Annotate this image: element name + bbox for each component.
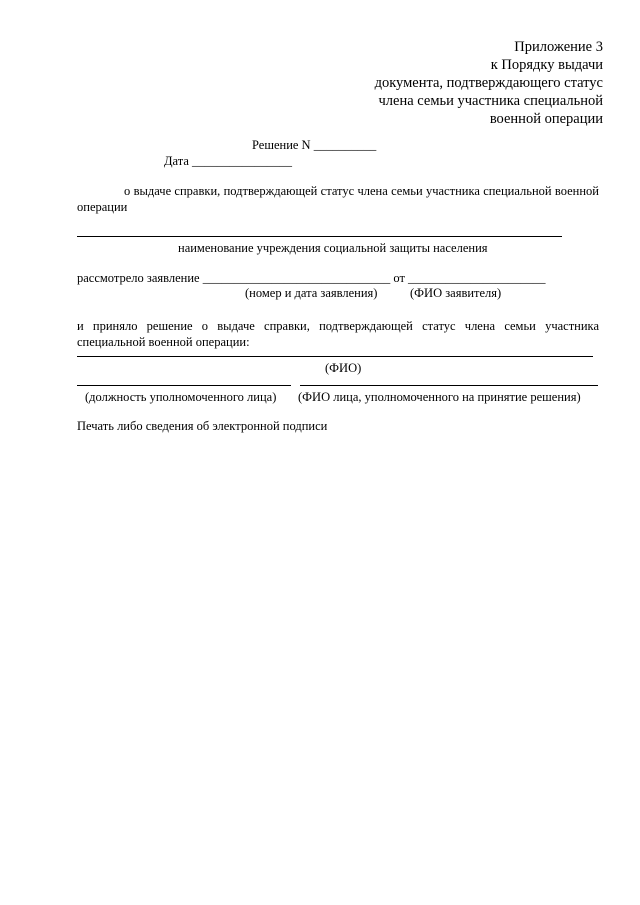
- acceptance-paragraph: [77, 318, 599, 350]
- decision-number-label: Решение N: [252, 138, 311, 152]
- appendix-line: документа, подтверждающего статус: [374, 75, 603, 91]
- appendix-line: военной операции: [489, 111, 603, 127]
- stamp-text: Печать либо сведения об электронной подписи: [77, 419, 328, 433]
- subject-text: о выдаче справки, подтверждающей статус члена семьи участника специальной военной операции: [77, 184, 599, 214]
- appendix-line: члена семьи участника специальной: [378, 93, 603, 109]
- institution-line: [77, 236, 562, 237]
- applicant-caption: (ФИО заявителя): [410, 286, 502, 300]
- fio-caption: (ФИО): [325, 361, 362, 375]
- subject-paragraph: [77, 183, 599, 215]
- review-from-label: от: [393, 271, 405, 285]
- name-line: [300, 385, 598, 386]
- appendix-header: [375, 38, 603, 128]
- review-row: [77, 271, 546, 286]
- acceptance-text: и приняло решение о выдаче справки, подтверждающей статус члена семьи участника специальной военной операции:: [77, 319, 599, 349]
- position-line: [77, 385, 291, 386]
- position-caption: (должность уполномоченного лица): [85, 390, 277, 404]
- institution-caption: наименование учреждения социальной защиты населения: [178, 241, 488, 255]
- name-caption: (ФИО лица, уполномоченного на принятие решения): [298, 390, 581, 404]
- appendix-line: Приложение 3: [514, 39, 603, 55]
- review-application-blank: ______________________________: [202, 271, 391, 285]
- decision-number: [252, 138, 376, 153]
- appendix-line: к Порядку выдачи: [490, 57, 603, 73]
- review-applicant-blank: ______________________: [408, 271, 546, 285]
- fio-line: [77, 356, 593, 357]
- decision-date-blank: ________________: [192, 154, 293, 168]
- review-label: рассмотрело заявление: [77, 271, 200, 285]
- application-caption: (номер и дата заявления): [245, 286, 378, 300]
- decision-date: [164, 154, 292, 169]
- decision-number-blank: __________: [313, 138, 377, 152]
- decision-date-label: Дата: [164, 154, 189, 168]
